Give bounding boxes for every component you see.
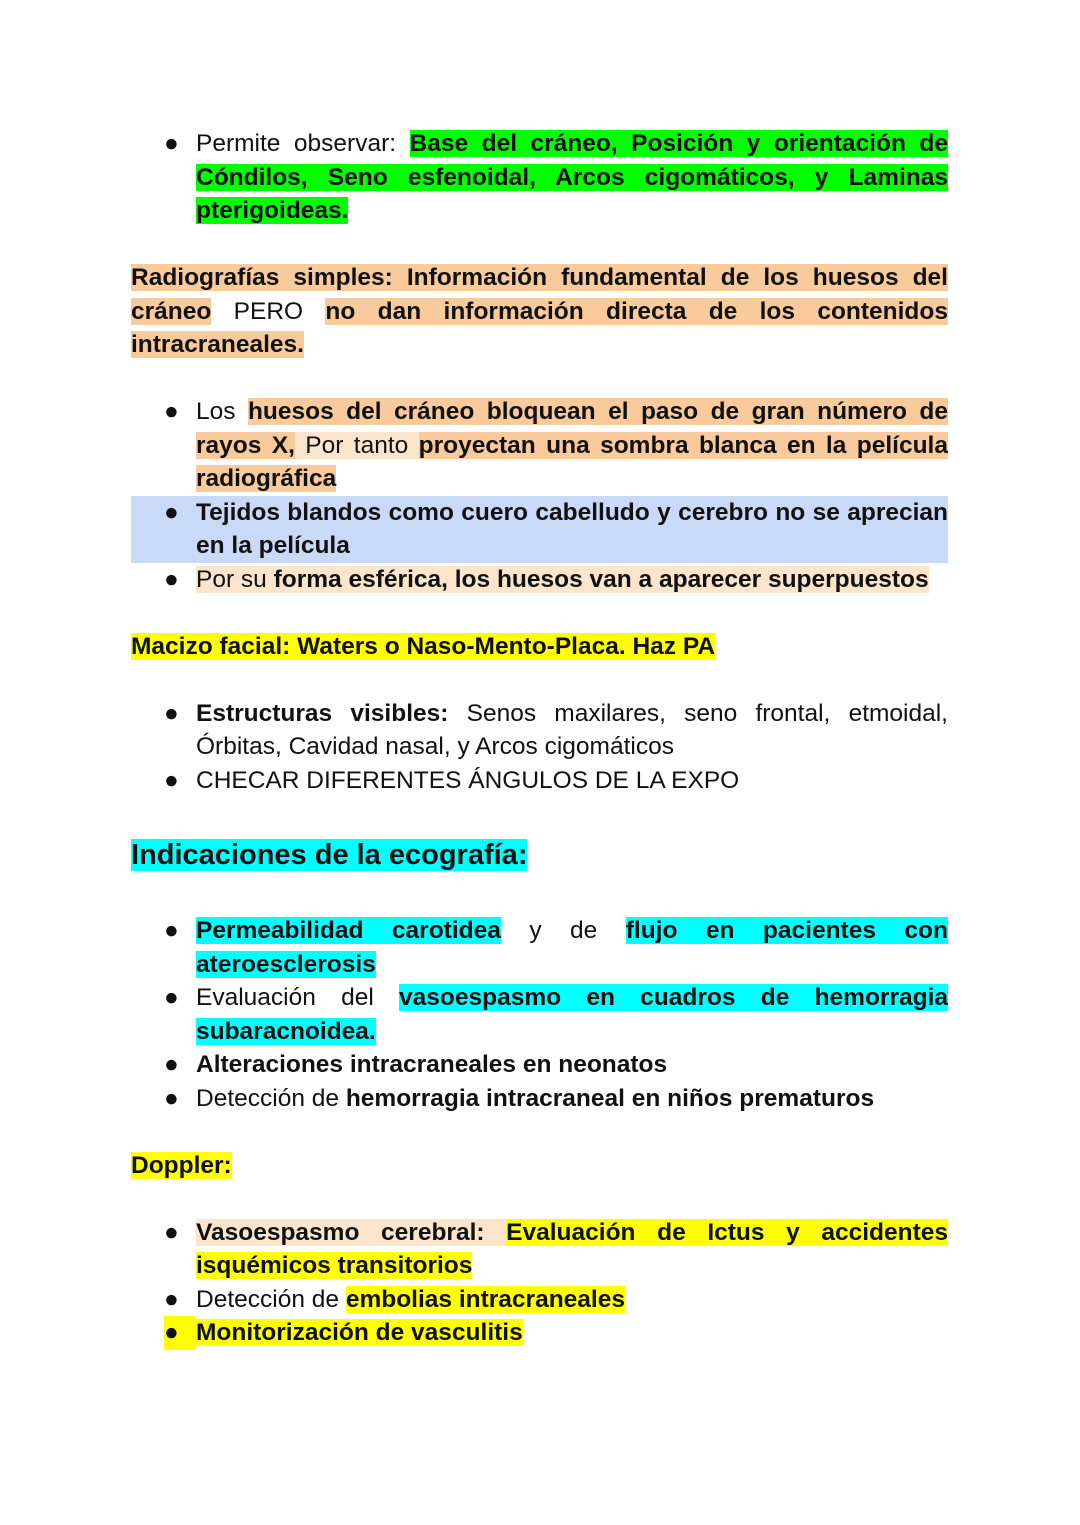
highlight-orange: huesos del cráneo bloquean el paso de gran número de rayos X, [196, 398, 948, 459]
list-item: ● Detección de hemorragia intracraneal en niños prematuros [131, 1082, 948, 1116]
highlight-orange: no dan información directa de los contenidos intracraneales. [131, 297, 948, 358]
list-item [131, 1216, 948, 1283]
highlight-orange: Información fundamental de los huesos del cráneo [131, 264, 948, 325]
list-item [131, 1316, 948, 1350]
bullet: ● [164, 766, 179, 794]
bullet: ● [164, 917, 179, 944]
radiografias-list [131, 395, 948, 596]
doppler-heading: Doppler: [131, 1151, 232, 1179]
bullet: ● [164, 565, 179, 593]
bullet: ● [164, 398, 179, 425]
highlight-peach: forma esférica, los huesos van a aparecer superpuestos [273, 565, 929, 593]
bullet: ● [164, 699, 179, 727]
highlight-cyan: Permeabilidad carotidea [196, 917, 501, 944]
bullet: ● [164, 1316, 196, 1350]
list-item: ● Por su forma esférica, los huesos van a aparecer superpuestos [131, 563, 948, 597]
highlight-blue: Tejidos blandos como cuero cabelludo y cerebro no se aprecian en la película [196, 498, 948, 559]
connector-text: PERO [211, 297, 326, 325]
radiografias-paragraph [131, 261, 948, 362]
highlight-orange: proyectan una sombra blanca en la película radiográfica [196, 431, 948, 492]
highlight-yellow: Monitorización de vasculitis [196, 1319, 523, 1346]
list-item [131, 127, 948, 228]
ecografia-list [131, 914, 948, 1115]
bullet: ● [164, 1285, 179, 1313]
list-item [131, 496, 948, 563]
bullet: ● [164, 130, 179, 157]
radiografias-label: Radiografías simples: [131, 264, 393, 291]
item-lead: Permite observar: [196, 130, 410, 157]
list-item: ● Los huesos del cráneo bloquean el paso de gran número de rayos X, Por tanto proyectan una sombra blanca en la película radiográfica [131, 395, 948, 496]
bullet: ● [164, 1084, 179, 1112]
highlight-yellow: Evaluación de Ictus y accidentes isquémicos transitorios [196, 1218, 948, 1279]
list-item: ● Permeabilidad carotidea y de flujo en pacientes con ateroesclerosis [131, 914, 948, 981]
highlight-yellow: embolias intracraneales [345, 1285, 625, 1313]
bullet: ● [164, 1051, 179, 1078]
craneo-axial-list [131, 127, 948, 228]
bullet: ● [164, 498, 179, 526]
doppler-list [131, 1216, 948, 1350]
macizo-facial-list [131, 697, 948, 798]
bullet: ● [164, 984, 179, 1011]
ecografia-heading: Indicaciones de la ecografía: [131, 839, 528, 871]
bullet: ● [164, 1218, 179, 1246]
list-item: ● CHECAR DIFERENTES ÁNGULOS DE LA EXPO [131, 764, 948, 798]
document-page [131, 127, 948, 1350]
highlight-cyan: vasoespasmo en cuadros de hemorragia subaracnoidea. [196, 984, 949, 1045]
list-item: ● Evaluación del vasoespasmo en cuadros de hemorragia subaracnoidea. [131, 981, 948, 1048]
item-label: Vasoespasmo cerebral: [196, 1218, 485, 1246]
item-label: Estructuras visibles: [196, 699, 449, 727]
list-item: ● Estructuras visibles: Senos maxilares, seno frontal, etmoidal, Órbitas, Cavidad nasal, y Arcos cigomáticos [131, 697, 948, 764]
macizo-facial-heading: Macizo facial: Waters o Naso-Mento-Placa. Haz PA [131, 632, 716, 660]
list-item: ● Alteraciones intracraneales en neonatos [131, 1048, 948, 1082]
list-item: ● Detección de embolias intracraneales [131, 1283, 948, 1317]
highlight-cyan: flujo en pacientes con ateroesclerosis [196, 917, 948, 978]
highlight-green: Base del cráneo, Posición y orientación de Cóndilos, Seno esfenoidal, Arcos cigomáticos, y Laminas pterigoideas. [196, 130, 948, 224]
